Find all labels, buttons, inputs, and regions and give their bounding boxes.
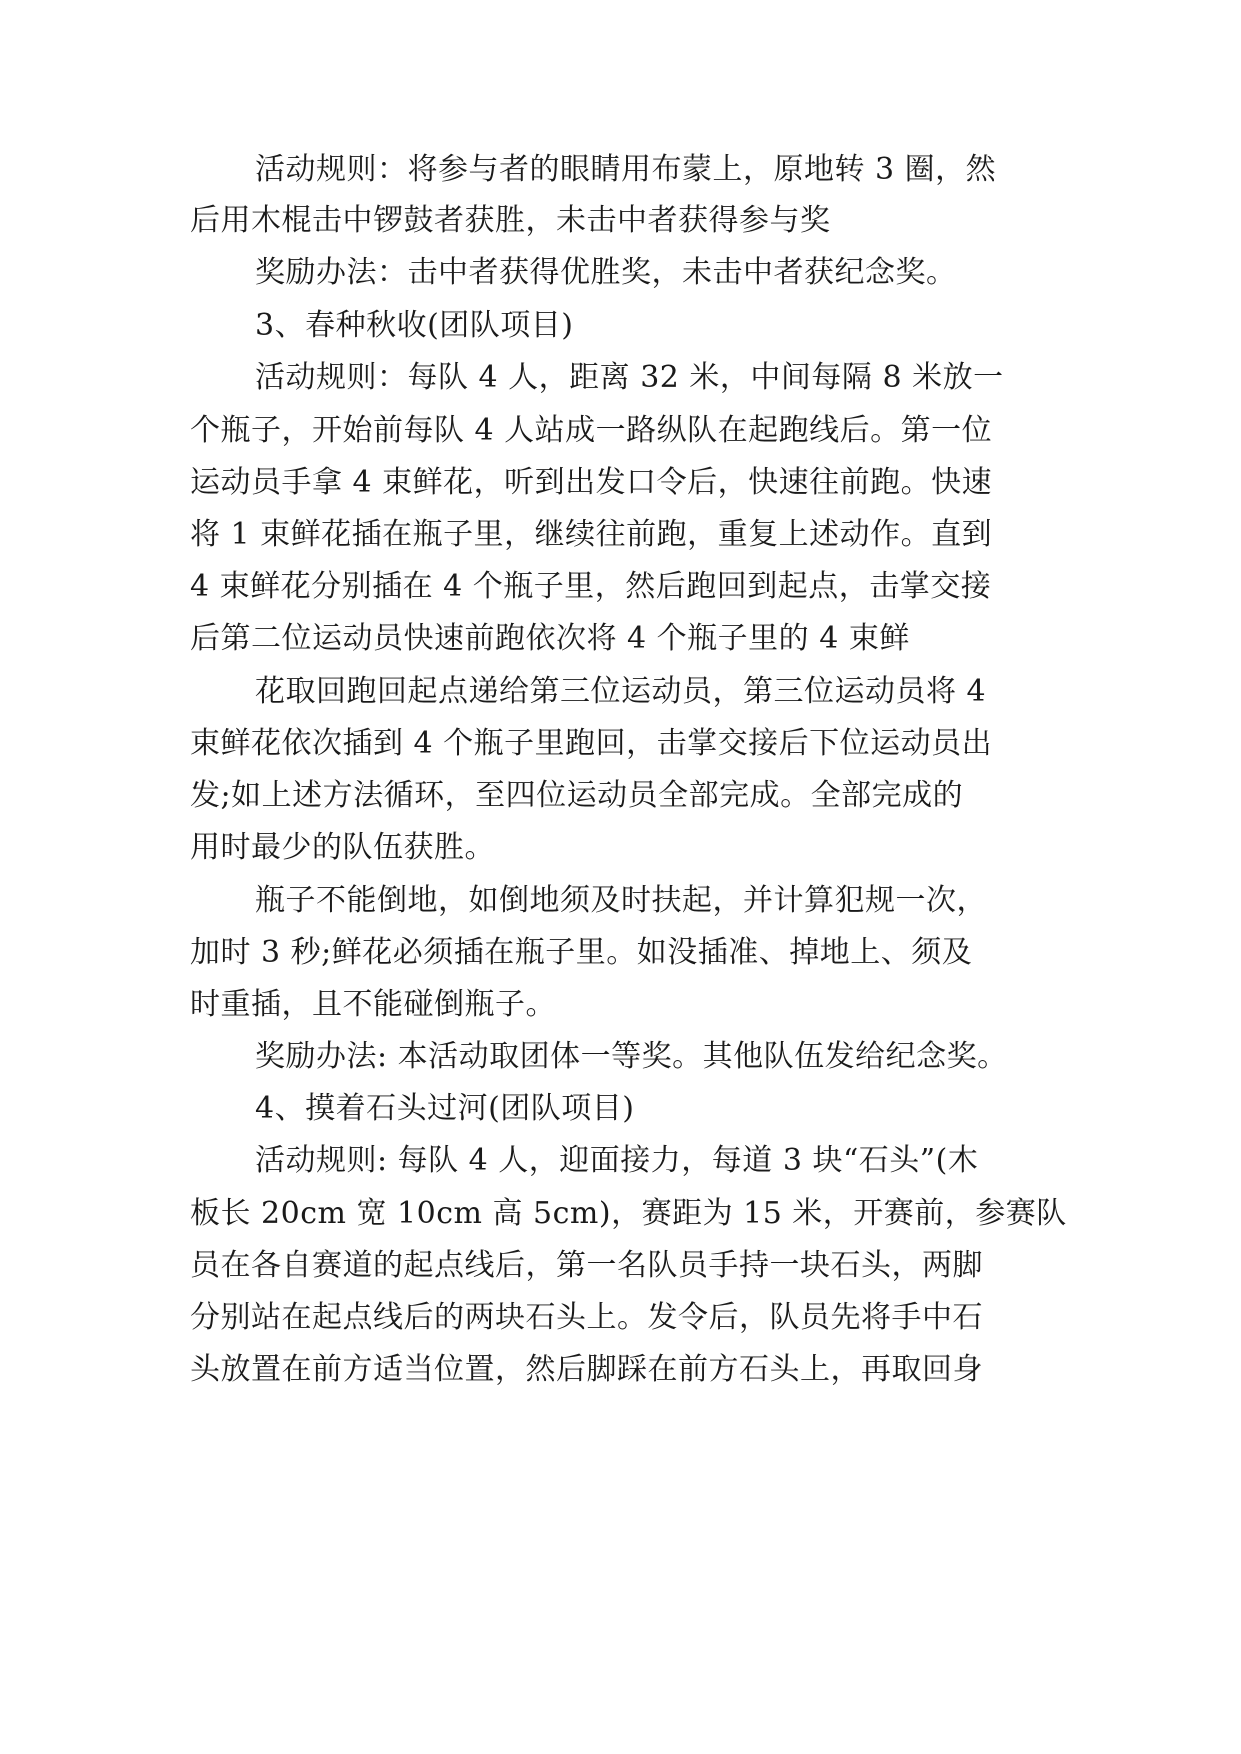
text-line: 奖励办法: 本活动取团体一等奖。其他队伍发给纪念奖。 (255, 1039, 1008, 1074)
text-line: 后第二位运动员快速前跑依次将 4 个瓶子里的 4 束鲜 (190, 621, 910, 656)
text-line: 分别站在起点线后的两块石头上。发令后，队员先将手中石 (190, 1300, 983, 1335)
text-line: 时重插，且不能碰倒瓶子。 (190, 987, 556, 1022)
text-line: 花取回跑回起点递给第三位运动员，第三位运动员将 4 (255, 674, 987, 709)
text-line: 4 束鲜花分别插在 4 个瓶子里，然后跑回到起点，击掌交接 (190, 569, 992, 604)
text-line: 发;如上述方法循环，至四位运动员全部完成。全部完成的 (190, 778, 964, 813)
text-line: 板长 20cm 宽 10cm 高 5cm)，赛距为 15 米，开赛前，参赛队 (190, 1196, 1067, 1231)
text-line: 奖励办法：击中者获得优胜奖，未击中者获纪念奖。 (255, 255, 957, 290)
section-heading: 3、春种秋收(团队项目) (255, 308, 574, 343)
text-line: 将 1 束鲜花插在瓶子里，继续往前跑，重复上述动作。直到 (190, 517, 993, 552)
text-line: 活动规则：每队 4 人，距离 32 米，中间每隔 8 米放一 (255, 360, 1004, 395)
text-line: 加时 3 秒;鲜花必须插在瓶子里。如没插准、掉地上、须及 (190, 935, 973, 970)
text-line: 活动规则：将参与者的眼睛用布蒙上，原地转 3 圈，然 (255, 152, 997, 187)
text-line: 后用木棍击中锣鼓者获胜，未击中者获得参与奖 (190, 203, 831, 238)
text-line: 束鲜花依次插到 4 个瓶子里跑回，击掌交接后下位运动员出 (190, 726, 993, 761)
text-line: 瓶子不能倒地，如倒地须及时扶起，并计算犯规一次， (255, 883, 987, 918)
text-line: 员在各自赛道的起点线后，第一名队员手持一块石头，两脚 (190, 1248, 983, 1283)
text-line: 用时最少的队伍获胜。 (190, 830, 495, 865)
section-heading: 4、摸着石头过河(团队项目) (255, 1091, 635, 1126)
text-line: 头放置在前方适当位置，然后脚踩在前方石头上，再取回身 (190, 1352, 983, 1387)
text-line: 个瓶子，开始前每队 4 人站成一路纵队在起跑线后。第一位 (190, 413, 993, 448)
text-line: 活动规则: 每队 4 人，迎面接力，每道 3 块“石头”(木 (255, 1143, 979, 1178)
text-line: 运动员手拿 4 束鲜花，听到出发口令后，快速往前跑。快速 (190, 465, 993, 500)
